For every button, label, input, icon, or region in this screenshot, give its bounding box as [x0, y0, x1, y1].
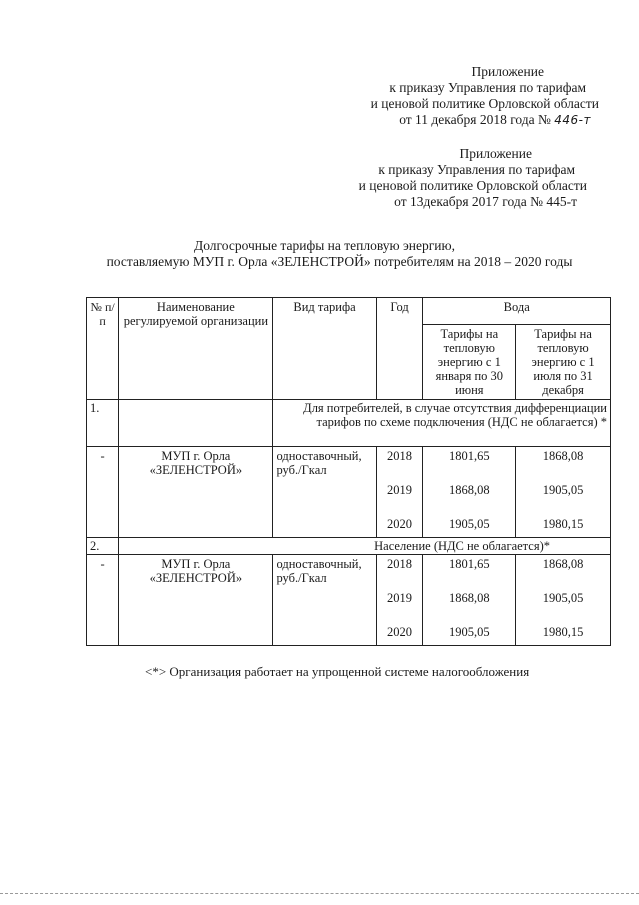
- group-1-tariff-h2: [516, 447, 611, 538]
- appendix-original-date-line: от 13декабря 2017 года № 445-т: [394, 194, 577, 209]
- group-2-organization: МУП г. Орла «ЗЕЛЕНСТРОЙ»: [119, 555, 273, 646]
- document-title-line1: Долгосрочные тарифы на тепловую энергию,: [194, 238, 455, 253]
- tariff-value: 1905,05: [448, 517, 490, 531]
- group-1-number: 1.: [87, 400, 119, 447]
- group-2-title-row: [87, 538, 611, 555]
- document-title-line2: поставляемую МУП г. Орла «ЗЕЛЕНСТРОЙ» потребителям на 2018 – 2020 годы: [106, 254, 573, 269]
- header-tariff-kind: Вид тарифа: [273, 298, 376, 400]
- group-2-data-row: [87, 555, 611, 646]
- tariff-value: 1905,05: [542, 591, 584, 605]
- tariff-value: 1868,08: [448, 483, 490, 497]
- header-water: Вода: [423, 298, 611, 325]
- appendix-current-line2: и ценовой политике Орловской области: [370, 96, 599, 111]
- tariff-value: 1905,05: [448, 625, 490, 639]
- tariff-value: 1868,08: [448, 591, 490, 605]
- group-1-title: Для потребителей, в случае отсутствия дифференциации тарифов по схеме подключения (НДС не облагается) *: [273, 400, 611, 447]
- group-2-row-number: -: [87, 555, 119, 646]
- tariff-table: [86, 297, 611, 646]
- year: 2018: [387, 449, 413, 463]
- year: 2020: [387, 625, 413, 639]
- appendix-current-block: [371, 64, 599, 128]
- tariff-value: 1801,65: [448, 557, 490, 571]
- tariff-value: 1868,08: [542, 557, 584, 571]
- group-2-tariff-h2: [516, 555, 611, 646]
- group-1-years: [376, 447, 423, 538]
- tariff-value: 1801,65: [448, 449, 490, 463]
- document-title: [0, 238, 639, 270]
- group-2-years: [376, 555, 423, 646]
- page-bottom-divider: [0, 893, 639, 894]
- appendix-current-line1: к приказу Управления по тарифам: [389, 80, 586, 95]
- header-tariff-h1: Тарифы на тепловую энергию с 1 января по 30 июня: [423, 325, 516, 400]
- footnote: <*> Организация работает на упрощенной системе налогообложения: [145, 664, 530, 679]
- group-1-tariff-h1: [423, 447, 516, 538]
- table-header-row: [87, 298, 611, 325]
- year: 2018: [387, 557, 413, 571]
- group-1-data-row: [87, 447, 611, 538]
- group-1-empty: [119, 400, 273, 447]
- header-tariff-h2: Тарифы на тепловую энергию с 1 июля по 31 декабря: [516, 325, 611, 400]
- appendix-current-date: от 11 декабря 2018 года №: [399, 112, 551, 127]
- year: 2019: [387, 591, 413, 605]
- appendix-current-number-handwritten: 446-т: [554, 113, 591, 127]
- header-year: Год: [376, 298, 423, 400]
- group-1-tariff-kind: одноставочный, руб./Гкал: [273, 447, 376, 538]
- appendix-original-title: Приложение: [459, 146, 532, 161]
- appendix-current-date-line: [371, 112, 599, 128]
- appendix-original-block: [359, 146, 587, 210]
- tariff-value: 1980,15: [542, 517, 584, 531]
- year: 2019: [387, 483, 413, 497]
- appendix-original-line1: к приказу Управления по тарифам: [378, 162, 575, 177]
- group-2-number: 2.: [87, 538, 119, 555]
- appendix-original-line2: и ценовой политике Орловской области: [358, 178, 587, 193]
- group-1-organization: МУП г. Орла «ЗЕЛЕНСТРОЙ»: [119, 447, 273, 538]
- group-1-title-row: [87, 400, 611, 447]
- group-1-row-number: -: [87, 447, 119, 538]
- tariff-value: 1868,08: [542, 449, 584, 463]
- header-number: № п/п: [87, 298, 119, 400]
- appendix-current-title: Приложение: [471, 64, 544, 79]
- group-2-title: Население (НДС не облагается)*: [119, 538, 611, 555]
- tariff-value: 1980,15: [542, 625, 584, 639]
- group-2-tariff-kind: одноставочный, руб./Гкал: [273, 555, 376, 646]
- tariff-value: 1905,05: [542, 483, 584, 497]
- header-organization: Наименование регулируемой организации: [119, 298, 273, 400]
- group-2-tariff-h1: [423, 555, 516, 646]
- year: 2020: [387, 517, 413, 531]
